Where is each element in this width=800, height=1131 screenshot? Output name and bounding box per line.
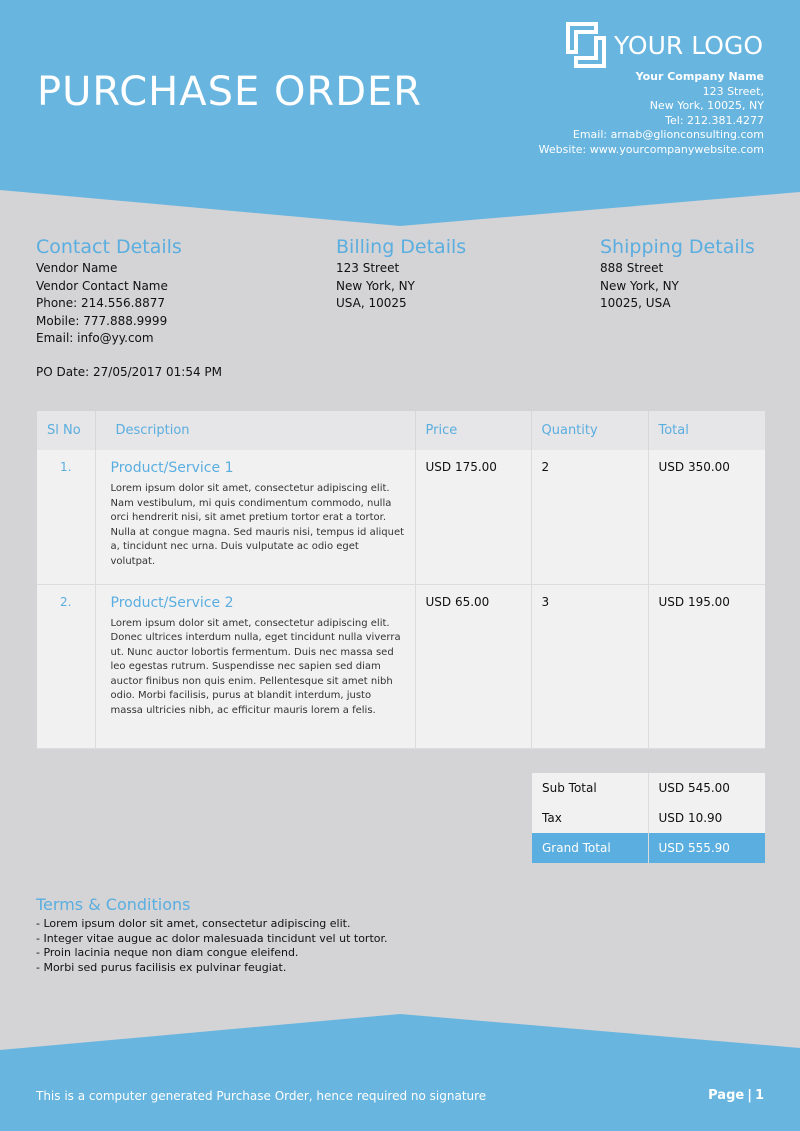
company-name: Your Company Name: [635, 70, 764, 83]
billing-city: New York, NY: [336, 278, 415, 293]
company-city: New York, 10025, NY: [649, 99, 764, 113]
contact-details: [36, 260, 168, 348]
terms-item: - Lorem ipsum dolor sit amet, consectetur adipiscing elit.: [36, 917, 351, 930]
vendor-name: Vendor Name: [36, 261, 118, 275]
items-table: [37, 411, 765, 749]
terms-item: - Proin lacinia neque non diam congue eleifend.: [36, 946, 299, 960]
terms-heading: Terms & Conditions: [36, 895, 191, 914]
billing-country: USA, 10025: [336, 296, 407, 310]
terms-item: - Morbi sed purus facilisis ex pulvinar feugiat.: [36, 960, 287, 974]
column-total: Total: [648, 411, 765, 450]
logo-text: YOUR LOGO: [614, 30, 763, 60]
grand-total-row: [532, 833, 765, 863]
grand-total-value: USD 555.90: [648, 833, 765, 863]
company-info: [539, 70, 764, 158]
column-price: Price: [415, 411, 531, 450]
shipping-street: 888 Street: [600, 261, 664, 275]
shipping-details-heading: Shipping Details: [600, 236, 755, 258]
page-title: PURCHASE ORDER: [37, 69, 423, 115]
row-description-cell: [95, 450, 415, 584]
row-quantity: 3: [531, 584, 648, 748]
table-row: [37, 584, 765, 748]
shipping-details: [600, 260, 679, 313]
sub-total-value: USD 545.00: [648, 773, 765, 803]
billing-details-heading: Billing Details: [336, 236, 467, 258]
logo-icon: [566, 22, 606, 68]
company-logo: [566, 22, 763, 68]
sub-total-label: Sub Total: [532, 773, 648, 803]
contact-details-heading: Contact Details: [36, 236, 182, 258]
tax-value: USD 10.90: [648, 803, 765, 833]
company-phone: Tel: 212.381.4277: [665, 113, 764, 127]
row-total: USD 350.00: [648, 450, 765, 584]
column-description: Description: [95, 411, 415, 450]
row-price: USD 175.00: [415, 450, 531, 584]
shipping-city: New York, NY: [600, 278, 679, 293]
footer-note: This is a computer generated Purchase Order, hence required no signature: [36, 1089, 487, 1103]
vendor-phone: Phone: 214.556.8877: [36, 296, 166, 310]
row-quantity: 2: [531, 450, 648, 584]
row-description-cell: [95, 584, 415, 748]
row-sl-no: 2.: [37, 584, 95, 748]
row-price: USD 65.00: [415, 584, 531, 748]
totals-table: [532, 773, 765, 863]
row-total: USD 195.00: [648, 584, 765, 748]
tax-row: [532, 803, 765, 833]
column-quantity: Quantity: [531, 411, 648, 450]
vendor-email: Email: info@yy.com: [36, 331, 154, 345]
page-separator: |: [747, 1088, 752, 1103]
product-name: Product/Service 2: [110, 594, 234, 611]
page-label: Page: [708, 1088, 745, 1103]
sub-total-row: [532, 773, 765, 803]
product-description: Lorem ipsum dolor sit amet, consectetur adipiscing elit. Donec ultrices interdum nulla, eget tincidunt nulla viverra ut. Nunc auctor lobortis fermentum. Duis nec massa sed leo egestas rutrum. Suspendisse nec sapien sed diam auctor finibus non quis enim. Pellentesque sit amet nibh odio. Morbi facilisis, purus at blandit interdum, justo massa ultricies nibh, ac efficitur mauris lorem a felis.: [110, 617, 401, 717]
grand-total-label: Grand Total: [532, 833, 648, 863]
company-website: Website: www.yourcompanywebsite.com: [538, 142, 764, 156]
billing-details: [336, 260, 415, 313]
terms-list: [36, 917, 388, 975]
items-table-header: [37, 411, 765, 450]
shipping-country: 10025, USA: [600, 296, 671, 310]
terms-item: - Integer vitae augue ac dolor malesuada tincidunt vel ut tortor.: [36, 931, 388, 945]
tax-label: Tax: [532, 803, 648, 833]
po-date: PO Date: 27/05/2017 01:54 PM: [36, 365, 222, 379]
billing-street: 123 Street: [336, 261, 400, 275]
vendor-contact-name: Vendor Contact Name: [36, 278, 168, 293]
table-row: [37, 450, 765, 584]
row-sl-no: 1.: [37, 450, 95, 584]
company-street: 123 Street,: [702, 84, 764, 98]
company-email: Email: arnab@glionconsulting.com: [572, 128, 764, 142]
product-name: Product/Service 1: [110, 460, 234, 476]
footer-banner: [0, 1010, 800, 1131]
product-description: Lorem ipsum dolor sit amet, consectetur adipiscing elit. Nam vestibulum, mi quis condimentum commodo, nulla orci hendrerit nisi, sit amet pretium tortor erat a tortor. Nulla at congue magna. Sed mauris nisi, tempus id aliquet a, tincidunt nec urna. Duis vulputate ac odio eget volutpat.: [110, 483, 405, 567]
vendor-mobile: Mobile: 777.888.9999: [36, 313, 168, 328]
page-number: [708, 1088, 764, 1103]
column-sl-no: Sl No: [37, 411, 95, 450]
page-number-value: 1: [754, 1088, 764, 1103]
